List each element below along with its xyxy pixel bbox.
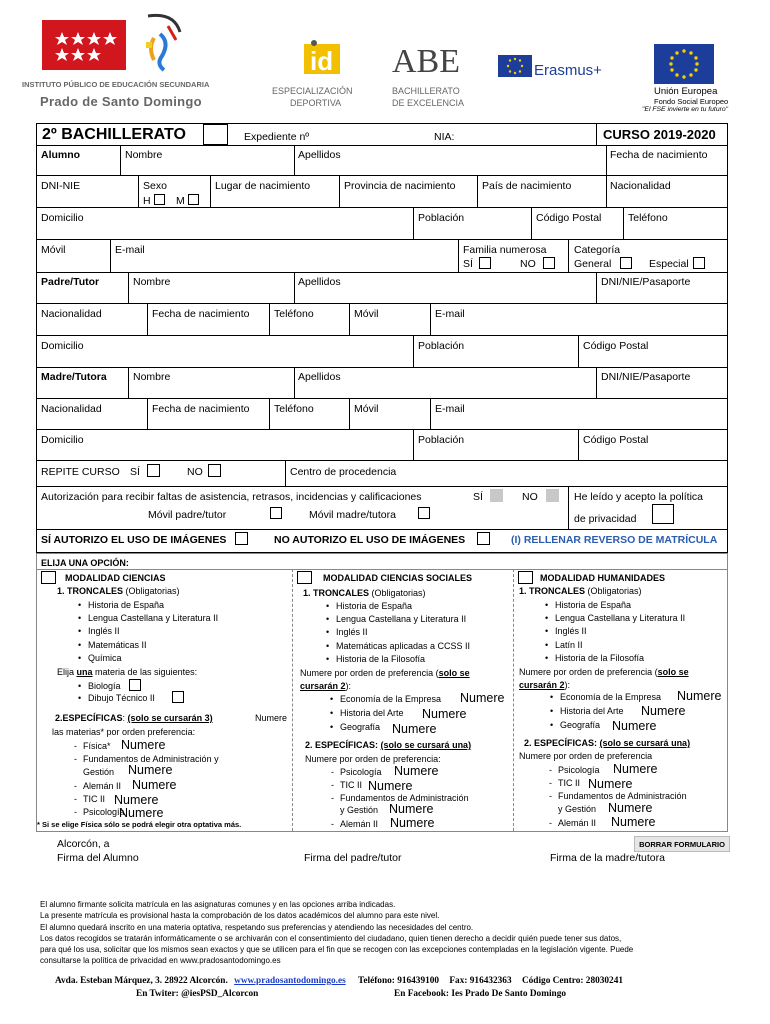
madre-cp-label: Código Postal <box>583 434 649 446</box>
sociales-opt-economia-numere[interactable]: Numere <box>460 691 505 705</box>
madrid-logo <box>42 20 126 70</box>
madre-nacionalidad-label: Nacionalidad <box>41 403 102 415</box>
eu-line1: Unión Europea <box>654 86 718 97</box>
categoria-general-checkbox[interactable] <box>620 257 632 269</box>
legal-notes <box>40 899 730 967</box>
categoria-especial-label: Especial <box>649 258 689 270</box>
autorizacion-si-checkbox[interactable] <box>490 489 503 502</box>
padre-nombre-label: Nombre <box>133 276 171 288</box>
repite-curso-label: REPITE CURSO <box>41 466 120 478</box>
humanidades-especificas: 2. ESPECÍFICAS: (solo se cursará una) <box>524 738 691 748</box>
madre-domicilio-label: Domicilio <box>41 434 84 446</box>
provincia-nac-label: Provincia de nacimiento <box>344 180 456 192</box>
repite-no-checkbox[interactable] <box>208 464 221 477</box>
ciencias-esp-tic: - TIC II <box>83 794 105 805</box>
footer-address: Avda. Esteban Márquez, 3. 28922 Alcorcón. <box>55 976 228 986</box>
humanidades-esp-psicologia: - Psicología <box>558 765 600 776</box>
elija-opcion-label: ELIJA UNA OPCIÓN: <box>41 558 129 568</box>
humanidades-item-5: • Historia de la Filosofía <box>555 653 644 664</box>
footer-web-link[interactable]: www.pradosantodomingo.es <box>234 976 346 986</box>
biologia-checkbox[interactable] <box>129 679 141 691</box>
sociales-esp-aleman-numere[interactable]: Numere <box>390 816 435 830</box>
sociales-orden-line2: cursarán 2): <box>300 681 352 691</box>
padre-poblacion-label: Población <box>418 340 465 352</box>
no-autorizo-checkbox[interactable] <box>477 532 490 545</box>
humanidades-especificas-line2: Numere por orden de preferencia <box>519 751 653 761</box>
ciencias-opt-biologia: • Biología <box>88 681 121 692</box>
humanidades-opt-geografia: • Geografía <box>560 720 600 731</box>
ciencias-item-4: • Matemáticas II <box>88 640 147 651</box>
sociales-orden-line1: Numere por orden de preferencia (solo se <box>300 668 470 678</box>
movil-madre-label: Móvil madre/tutora <box>309 509 396 521</box>
note-line: La presente matrícula es provisional hasta la comprobación de los datos académicos del alumno para este nivel. <box>40 911 440 921</box>
madre-movil-label: Móvil <box>354 403 379 415</box>
firma-padre-label: Firma del padre/tutor <box>304 852 402 864</box>
familia-no-label: NO <box>520 258 536 270</box>
ciencias-esp-fisica-numere[interactable]: Numere <box>121 738 166 752</box>
sexo-h-label: H <box>143 195 151 207</box>
privacidad-line1: He leído y acepto la política <box>574 491 703 503</box>
no-autorizo-imagenes-label: NO AUTORIZO EL USO DE IMÁGENES <box>274 534 466 546</box>
movil-padre-checkbox[interactable] <box>270 507 282 519</box>
note-line: consultarse la política de privacidad en www.pradosantodomingo.es <box>40 956 281 966</box>
humanidades-title: MODALIDAD HUMANIDADES <box>540 573 665 583</box>
sociales-especificas-line2: Numere por orden de preferencia: <box>305 754 441 764</box>
madre-dni-label: DNI/NIE/Pasaporte <box>601 371 691 383</box>
familia-si-checkbox[interactable] <box>479 257 491 269</box>
padre-domicilio-label: Domicilio <box>41 340 84 352</box>
movil-madre-checkbox[interactable] <box>418 507 430 519</box>
familia-si-label: SÍ <box>463 258 473 270</box>
sociales-esp-tic-numere[interactable]: Numere <box>368 779 413 793</box>
codigo-postal-label: Código Postal <box>536 212 602 224</box>
footer-line1 <box>55 976 623 986</box>
padre-nacionalidad-label: Nacionalidad <box>41 308 102 320</box>
domicilio-label: Domicilio <box>41 212 84 224</box>
ciencias-especificas: 2.ESPECÍFICAS: (solo se cursarán 3) <box>55 713 213 723</box>
humanidades-troncales: 1. TRONCALES (Obligatorias) <box>519 586 642 596</box>
ciencias-checkbox[interactable] <box>41 571 56 584</box>
humanidades-opt-arte-numere[interactable]: Numere <box>641 704 686 718</box>
repite-si-checkbox[interactable] <box>147 464 160 477</box>
ciencias-esp-psicologia-numere[interactable]: Numere <box>119 806 164 820</box>
svg-text:id: id <box>310 46 334 76</box>
humanidades-esp-fag-numere[interactable]: Numere <box>608 801 653 815</box>
humanidades-esp-psicologia-numere[interactable]: Numere <box>613 762 658 776</box>
madre-poblacion-label: Población <box>418 434 465 446</box>
footer-fax: Fax: 916432363 <box>449 976 512 986</box>
school-line1: INSTITUTO PÚBLICO DE EDUCACIÓN SECUNDARIA <box>22 80 210 89</box>
form-title: 2º BACHILLERATO <box>42 126 186 143</box>
note-line: El alumno quedará inscrito en una materia optativa, respetando sus preferencias y atendiendo las necesidades del centro. <box>40 922 474 932</box>
sociales-item-4: • Matemáticas aplicadas a CCSS II <box>336 641 470 652</box>
categoria-label: Categoría <box>574 244 621 256</box>
sociales-esp-fag: - Fundamentos de Administración <box>340 793 469 804</box>
sexo-h-checkbox[interactable] <box>154 194 165 205</box>
humanidades-item-4: • Latín II <box>555 640 583 651</box>
borrar-formulario-button[interactable]: BORRAR FORMULARIO <box>634 836 730 852</box>
si-autorizo-checkbox[interactable] <box>235 532 248 545</box>
familia-numerosa-label: Familia numerosa <box>463 244 547 256</box>
humanidades-orden-line2: cursarán 2): <box>519 680 571 690</box>
pais-nac-label: País de nacimiento <box>482 180 572 192</box>
nacionalidad-label: Nacionalidad <box>610 180 671 192</box>
sociales-item-1: • Historia de España <box>336 601 412 612</box>
erasmus-label: Erasmus+ <box>534 62 602 79</box>
madre-apellidos-label: Apellidos <box>298 371 341 383</box>
humanidades-item-1: • Historia de España <box>555 600 631 611</box>
madre-telefono-label: Teléfono <box>274 403 314 415</box>
sociales-opt-arte-numere[interactable]: Numere <box>422 707 467 721</box>
sociales-troncales: 1. TRONCALES (Obligatorias) <box>303 588 426 598</box>
ciencias-troncales: 1. TRONCALES (Obligatorias) <box>57 586 180 596</box>
ciencias-item-1: • Historia de España <box>88 600 164 611</box>
privacidad-line2: de privacidad <box>574 513 637 525</box>
eu-flag-icon <box>654 44 714 84</box>
padre-dni-label: DNI/NIE/Pasaporte <box>601 276 691 288</box>
rellenar-reverso-label: (I) RELLENAR REVERSO DE MATRÍCULA <box>511 534 718 546</box>
ciencias-esp-aleman-numere[interactable]: Numere <box>132 778 177 792</box>
erasmus-flag-icon <box>498 55 532 77</box>
title-checkbox[interactable] <box>203 124 228 145</box>
humanidades-esp-aleman: - Alemán II <box>558 818 596 829</box>
sexo-m-checkbox[interactable] <box>188 194 199 205</box>
humanidades-esp-tic-numere[interactable]: Numere <box>588 777 633 791</box>
autorizacion-no-checkbox[interactable] <box>546 489 559 502</box>
sociales-esp-tic: - TIC II <box>340 780 362 791</box>
firma-madre-label: Firma de la madre/tutora <box>550 852 665 864</box>
bach-excelencia-line2: DE EXCELENCIA <box>392 98 465 108</box>
sexo-label: Sexo <box>143 180 167 192</box>
ciencias-esp-tic-numere[interactable]: Numere <box>114 793 159 807</box>
sociales-opt-arte: • Historia del Arte <box>340 708 404 719</box>
humanidades-opt-economia-numere[interactable]: Numere <box>677 689 722 703</box>
ciencias-esp-fag-numere[interactable]: Numere <box>128 763 173 777</box>
eu-line3: "El FSE invierte en tu futuro" <box>642 106 729 113</box>
sociales-item-5: • Historia de la Filosofía <box>336 654 425 665</box>
humanidades-esp-gestion: y Gestión <box>558 804 597 814</box>
sociales-esp-aleman: - Alemán II <box>340 819 378 830</box>
esp-deportiva-logo <box>300 38 344 76</box>
esp-deportiva-line2: DEPORTIVA <box>290 98 342 108</box>
madre-fecha-label: Fecha de nacimiento <box>152 403 250 415</box>
sociales-item-3: • Inglés II <box>336 627 368 638</box>
sociales-esp-psicologia: - Psicología <box>340 767 382 778</box>
ciencias-esp-fisica: - Física* <box>83 741 111 752</box>
sociales-opt-geografia-numere[interactable]: Numere <box>392 722 437 736</box>
sociales-esp-fag-numere[interactable]: Numere <box>389 802 434 816</box>
sociales-opt-geografia: • Geografía <box>340 722 380 733</box>
email-label: E-mail <box>115 244 145 256</box>
nia-label: NIA: <box>434 131 455 143</box>
lugar-nac-label: Lugar de nacimiento <box>215 180 311 192</box>
alumno-nombre-label: Nombre <box>125 149 163 161</box>
school-name: Prado de Santo Domingo <box>40 94 202 109</box>
padre-apellidos-label: Apellidos <box>298 276 341 288</box>
autorizacion-si-label: SÍ <box>473 491 483 503</box>
movil-padre-label: Móvil padre/tutor <box>148 509 227 521</box>
humanidades-esp-fag: - Fundamentos de Administración <box>558 791 687 802</box>
privacidad-checkbox[interactable] <box>652 504 674 524</box>
sociales-checkbox[interactable] <box>297 571 312 584</box>
footer-tel: Teléfono: 916439100 <box>358 976 440 986</box>
telefono-label: Teléfono <box>628 212 668 224</box>
humanidades-esp-aleman-numere[interactable]: Numere <box>611 815 656 829</box>
ciencias-esp-psicologia: - Psicología <box>83 807 125 818</box>
humanidades-opt-arte: • Historia del Arte <box>560 706 624 717</box>
note-line: Los datos recogidos se tratarán informáticamente o se archivarán con el consentimiento del ciudadano, quien tienen derecho a decidir quién puede tener sus datos, <box>40 933 622 943</box>
ciencias-item-2: • Lengua Castellana y Literatura II <box>88 613 218 624</box>
padre-cp-label: Código Postal <box>583 340 649 352</box>
alumno-apellidos-label: Apellidos <box>298 149 341 161</box>
ciencias-item-5: • Química <box>88 653 122 664</box>
repite-no-label: NO <box>187 466 203 478</box>
expediente-label: Expediente nº <box>244 131 310 143</box>
note-line: para qué los usa, solicitar que los mismos sean exactos y que se utilicen para el fin que se recogen con las excepciones contempladas en la legislación vigente. Puede <box>40 945 634 955</box>
madre-tutora-label: Madre/Tutora <box>41 371 107 383</box>
ciencias-especificas-line2: las materias* por orden preferencia: <box>52 727 196 737</box>
firma-alumno-label: Firma del Alumno <box>57 852 139 864</box>
ciencias-item-3: • Inglés II <box>88 626 120 637</box>
alcorcon-date: Alcorcón, a <box>57 838 110 850</box>
footer-twitter: En Twiter: @iesPSD_Alcorcon <box>136 989 259 999</box>
humanidades-checkbox[interactable] <box>518 571 533 584</box>
humanidades-item-2: • Lengua Castellana y Literatura II <box>555 613 685 624</box>
padre-telefono-label: Teléfono <box>274 308 314 320</box>
sociales-especificas: 2. ESPECÍFICAS: (solo se cursará una) <box>305 740 472 750</box>
dibujo-checkbox[interactable] <box>172 691 184 703</box>
sociales-title: MODALIDAD CIENCIAS SOCIALES <box>323 573 473 583</box>
sexo-m-label: M <box>176 195 185 207</box>
bach-excelencia-line1: BACHILLERATO <box>392 86 460 96</box>
categoria-general-label: General <box>574 258 612 270</box>
sociales-esp-psicologia-numere[interactable]: Numere <box>394 764 439 778</box>
padre-tutor-label: Padre/Tutor <box>41 276 100 288</box>
repite-si-label: SÍ <box>130 466 140 478</box>
svg-text:ABE: ABE <box>392 43 460 80</box>
poblacion-label: Población <box>418 212 465 224</box>
humanidades-esp-tic: - TIC II <box>558 778 580 789</box>
autorizacion-label: Autorización para recibir faltas de asistencia, retrasos, incidencias y calificaciones <box>41 491 422 503</box>
ciencias-especificas-numere: Numere <box>255 713 288 723</box>
ciencias-footnote: * Si se elige Física sólo se podrá elegir otra optativa más. <box>37 820 242 829</box>
familia-no-checkbox[interactable] <box>543 257 555 269</box>
bach-excelencia-logo <box>388 40 460 80</box>
centro-procedencia-label: Centro de procedencia <box>290 466 397 478</box>
footer-codigo: Código Centro: 28030241 <box>521 976 623 986</box>
school-emblem <box>140 12 186 72</box>
alumno-label: Alumno <box>41 149 81 161</box>
sociales-esp-gestion: y Gestión <box>340 805 379 815</box>
ciencias-opt-dibujo: • Dibujo Técnico II <box>88 693 155 704</box>
sociales-opt-economia: • Economía de la Empresa <box>340 694 441 705</box>
si-autorizo-imagenes-label: SÍ AUTORIZO EL USO DE IMÁGENES <box>41 534 227 546</box>
ciencias-esp-aleman: - Alemán II <box>83 781 121 792</box>
madre-email-label: E-mail <box>435 403 465 415</box>
dni-nie-label: DNI-NIE <box>41 180 81 192</box>
movil-label: Móvil <box>41 244 66 256</box>
curso-label: CURSO 2019-2020 <box>603 127 716 142</box>
ciencias-title: MODALIDAD CIENCIAS <box>65 573 166 583</box>
eu-line2: Fondo Social Europeo <box>654 97 729 106</box>
padre-movil-label: Móvil <box>354 308 379 320</box>
padre-email-label: E-mail <box>435 308 465 320</box>
madre-nombre-label: Nombre <box>133 371 171 383</box>
ciencias-esp-fag: - Fundamentos de Administración y <box>83 754 219 765</box>
sociales-item-2: • Lengua Castellana y Literatura II <box>336 614 466 625</box>
humanidades-orden-line1: Numere por orden de preferencia (solo se <box>519 667 689 677</box>
ciencias-elija-una: Elija una materia de las siguientes: <box>57 667 198 677</box>
humanidades-item-3: • Inglés II <box>555 626 587 637</box>
note-line: El alumno firmante solicita matrícula en las asignaturas comunes y en las opciones arriba indicadas. <box>40 900 396 909</box>
humanidades-opt-economia: • Economía de la Empresa <box>560 692 661 703</box>
ciencias-esp-gestion: Gestión <box>83 767 115 777</box>
autorizacion-no-label: NO <box>522 491 538 503</box>
footer-facebook: En Facebook: Ies Prado De Santo Domingo <box>394 989 566 999</box>
esp-deportiva-line1: ESPECIALIZACIÓN <box>272 86 353 96</box>
categoria-especial-checkbox[interactable] <box>693 257 705 269</box>
padre-fecha-label: Fecha de nacimiento <box>152 308 250 320</box>
alumno-fecha-label: Fecha de nacimiento <box>610 149 708 161</box>
humanidades-opt-geografia-numere[interactable]: Numere <box>612 719 657 733</box>
